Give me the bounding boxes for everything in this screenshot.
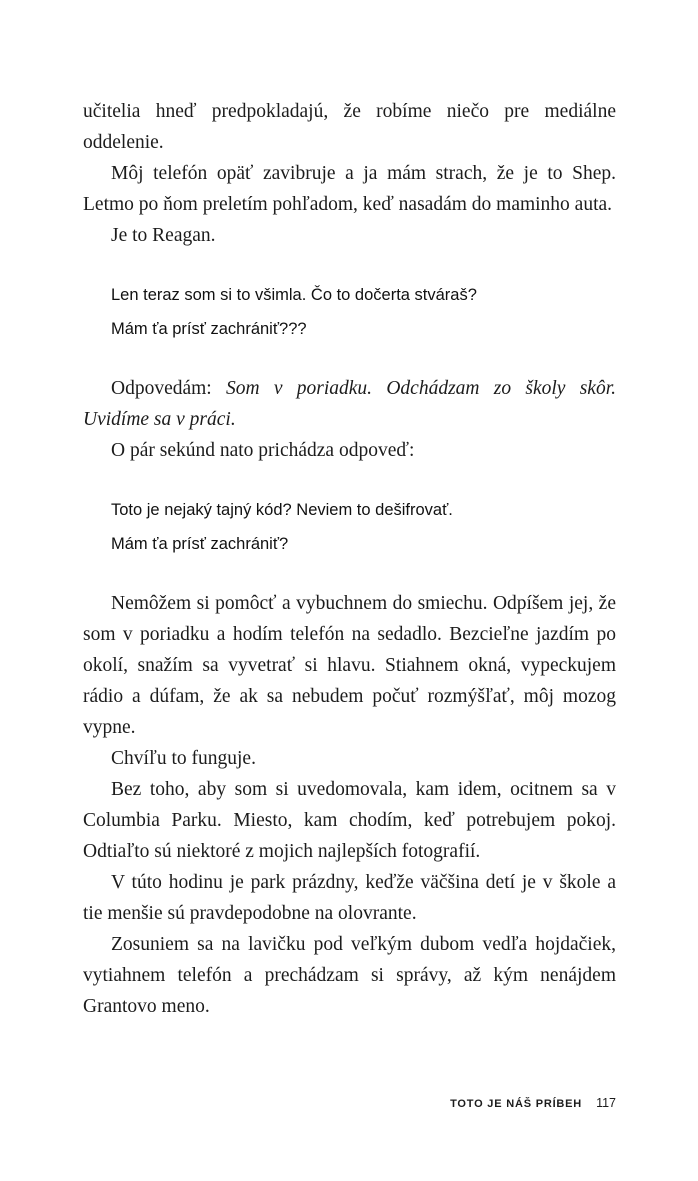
paragraph-italic-quote: Som v poriadku. Odchádzam zo školy skôr. Uvidíme sa v práci.	[83, 378, 616, 430]
page-number: 117	[596, 1096, 616, 1110]
paragraph	[83, 373, 616, 435]
text-message-line: Len teraz som si to všimla. Čo to dočerta stváraš?	[111, 286, 477, 304]
paragraph: Je to Reagan.	[111, 225, 216, 246]
paragraph: Chvíľu to funguje.	[111, 748, 256, 769]
text-message-line: Toto je nejaký tajný kód? Neviem to dešifrovať.	[111, 501, 453, 519]
text-message-line: Mám ťa prísť zachrániť???	[111, 320, 307, 338]
paragraph: Zosuniem sa na lavičku pod veľkým dubom vedľa hojdačiek, vytiahnem telefón a prechádzam si správy, až kým nenájdem Grantovo meno.	[83, 934, 616, 1017]
running-title: TOTO JE NÁŠ PRÍBEH	[450, 1098, 583, 1110]
text-message-block	[111, 278, 616, 346]
page-footer	[450, 1096, 616, 1110]
paragraph: Môj telefón opäť zavibruje a ja mám strach, že je to Shep. Letmo po ňom preletím pohľadom, keď nasadám do maminho auta.	[83, 163, 616, 215]
paragraph: Nemôžem si pomôcť a vybuchnem do smiechu. Odpíšem jej, že som v poriadku a hodím telefón na sedadlo. Bezcieľne jazdím po okolí, snažím sa vyvetrať si hlavu. Stiahnem okná, vypeckujem rádio a dúfam, že ak sa nebudem počuť rozmýšľať, môj mozog vypne.	[83, 593, 616, 738]
text-message-block	[111, 493, 616, 561]
paragraph: V túto hodinu je park prázdny, keďže väčšina detí je v škole a tie menšie sú pravdepodobne na olovrante.	[83, 872, 616, 924]
paragraph-lead: Odpovedám:	[111, 378, 226, 399]
paragraph: O pár sekúnd nato prichádza odpoveď:	[111, 440, 415, 461]
paragraph: učitelia hneď predpokladajú, že robíme niečo pre mediálne oddelenie.	[83, 101, 616, 153]
text-message-line: Mám ťa prísť zachrániť?	[111, 535, 289, 553]
text-block	[83, 96, 616, 1022]
paragraph: Bez toho, aby som si uvedomovala, kam idem, ocitnem sa v Columbia Parku. Miesto, kam chodím, keď potrebujem pokoj. Odtiaľto sú niektoré z mojich najlepších fotografií.	[83, 779, 616, 862]
